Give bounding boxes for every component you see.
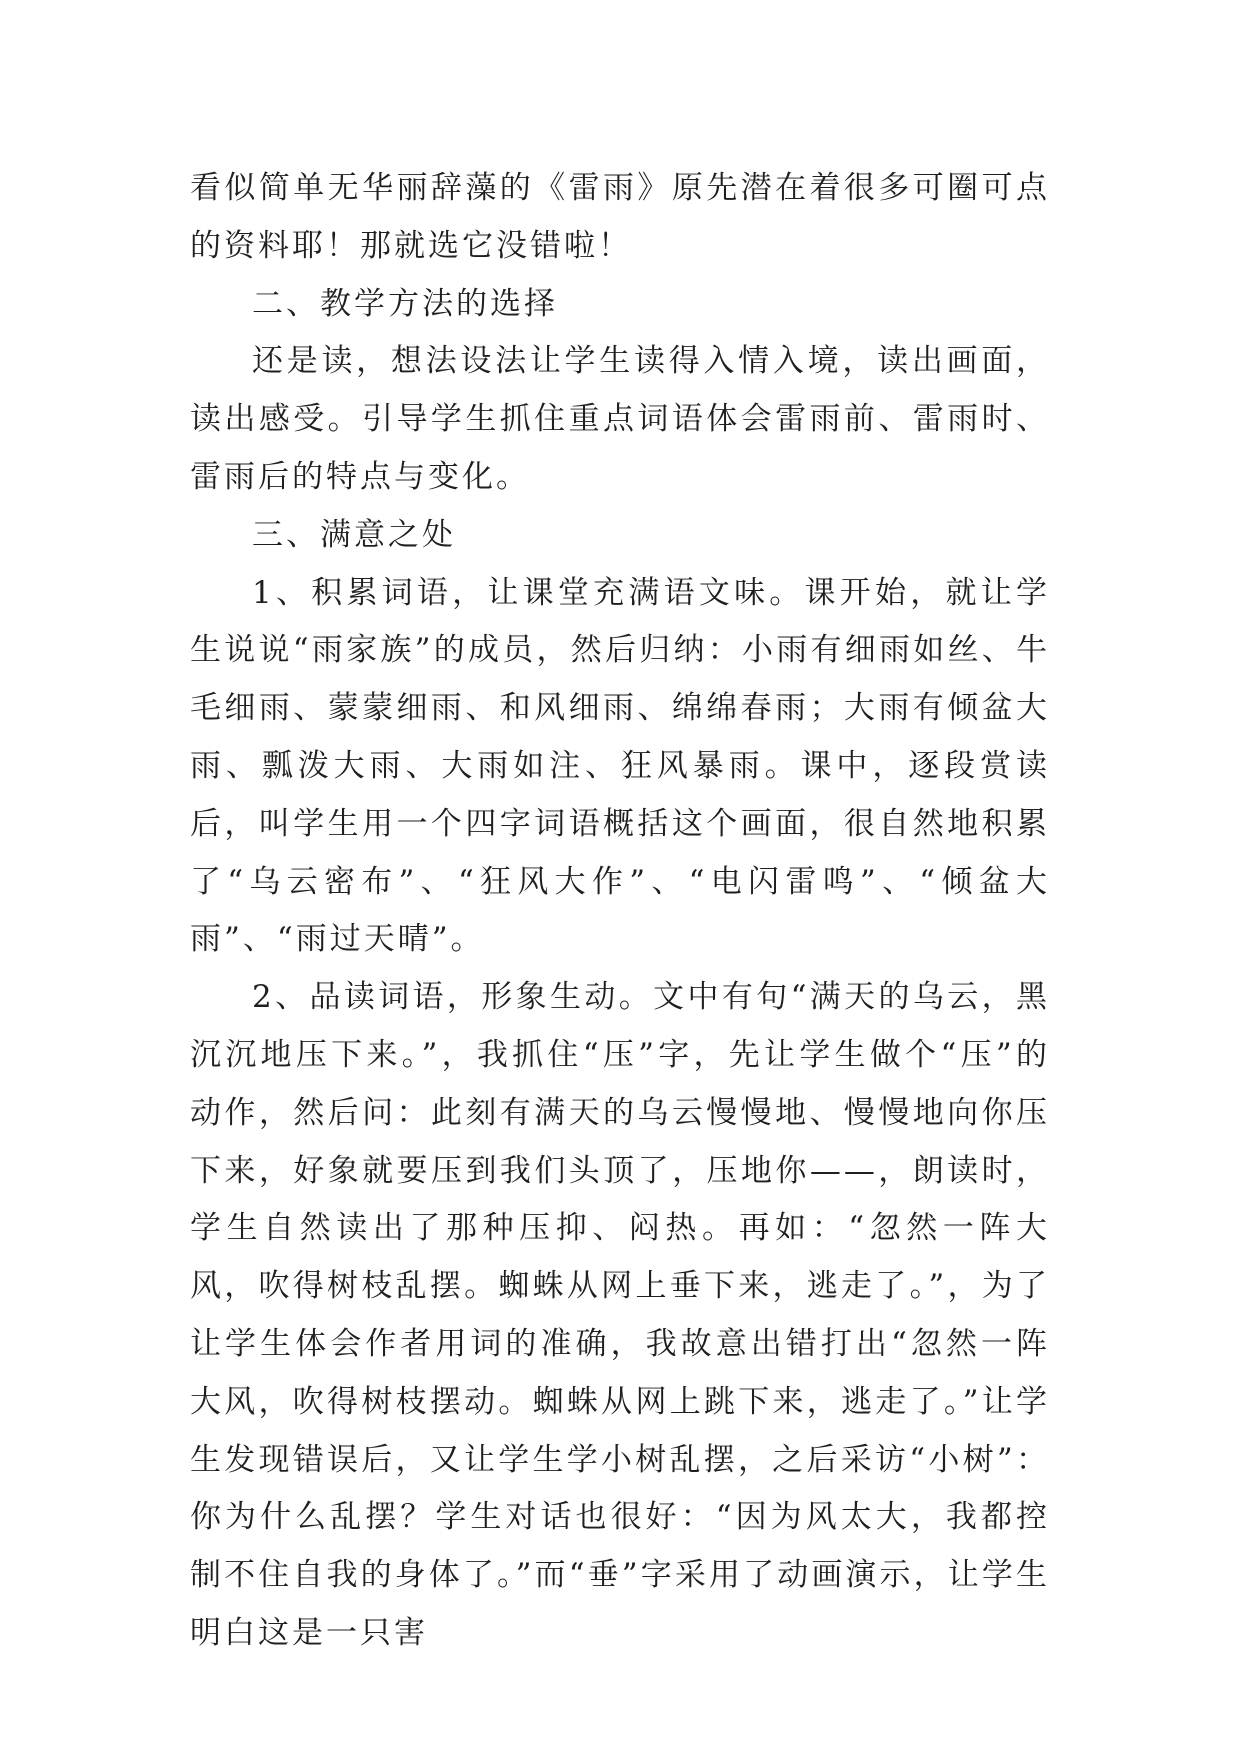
paragraph: 看似简单无华丽辞藻的《雷雨》原先潜在着很多可圈可点的资料耶！那就选它没错啦！ — [190, 170, 1050, 264]
section-heading-teaching-method: 二、教学方法的选择 — [252, 285, 558, 322]
paragraph: 还是读，想法设法让学生读得入情入境，读出画面，读出感受。引导学生抓住重点词语体会雷雨前、雷雨时、雷雨后的特点与变化。 — [190, 343, 1050, 495]
paragraph: 1、积累词语，让课堂充满语文味。课开始，就让学生说说“雨家族”的成员，然后归纳：小雨有细雨如丝、牛毛细雨、蒙蒙细雨、和风细雨、绵绵春雨；大雨有倾盆大雨、瓢泼大雨、大雨如注、狂风暴雨。课中，逐段赏读后，叫学生用一个四字词语概括这个画面，很自然地积累了“乌云密布”、“狂风大作”、“电闪雷鸣”、“倾盆大雨”、“雨过天晴”。 — [190, 574, 1050, 958]
document-body — [190, 160, 1050, 1663]
section-heading-satisfaction: 三、满意之处 — [252, 516, 456, 553]
paragraph: 2、品读词语，形象生动。文中有句“满天的乌云，黑沉沉地压下来。”，我抓住“压”字，先让学生做个“压”的动作，然后问：此刻有满天的乌云慢慢地、慢慢地向你压下来，好象就要压到我们头顶了，压地你——，朗读时，学生自然读出了那种压抑、闷热。再如：“忽然一阵大风，吹得树枝乱摆。蜘蛛从网上垂下来，逃走了。”，为了让学生体会作者用词的准确，我故意出错打出“忽然一阵大风，吹得树枝摆动。蜘蛛从网上跳下来，逃走了。”让学生发现错误后，又让学生学小树乱摆，之后采访“小树”：你为什么乱摆？学生对话也很好：“因为风太大，我都控制不住自我的身体了。”而“垂”字采用了动画演示，让学生明白这是一只害 — [190, 979, 1050, 1651]
